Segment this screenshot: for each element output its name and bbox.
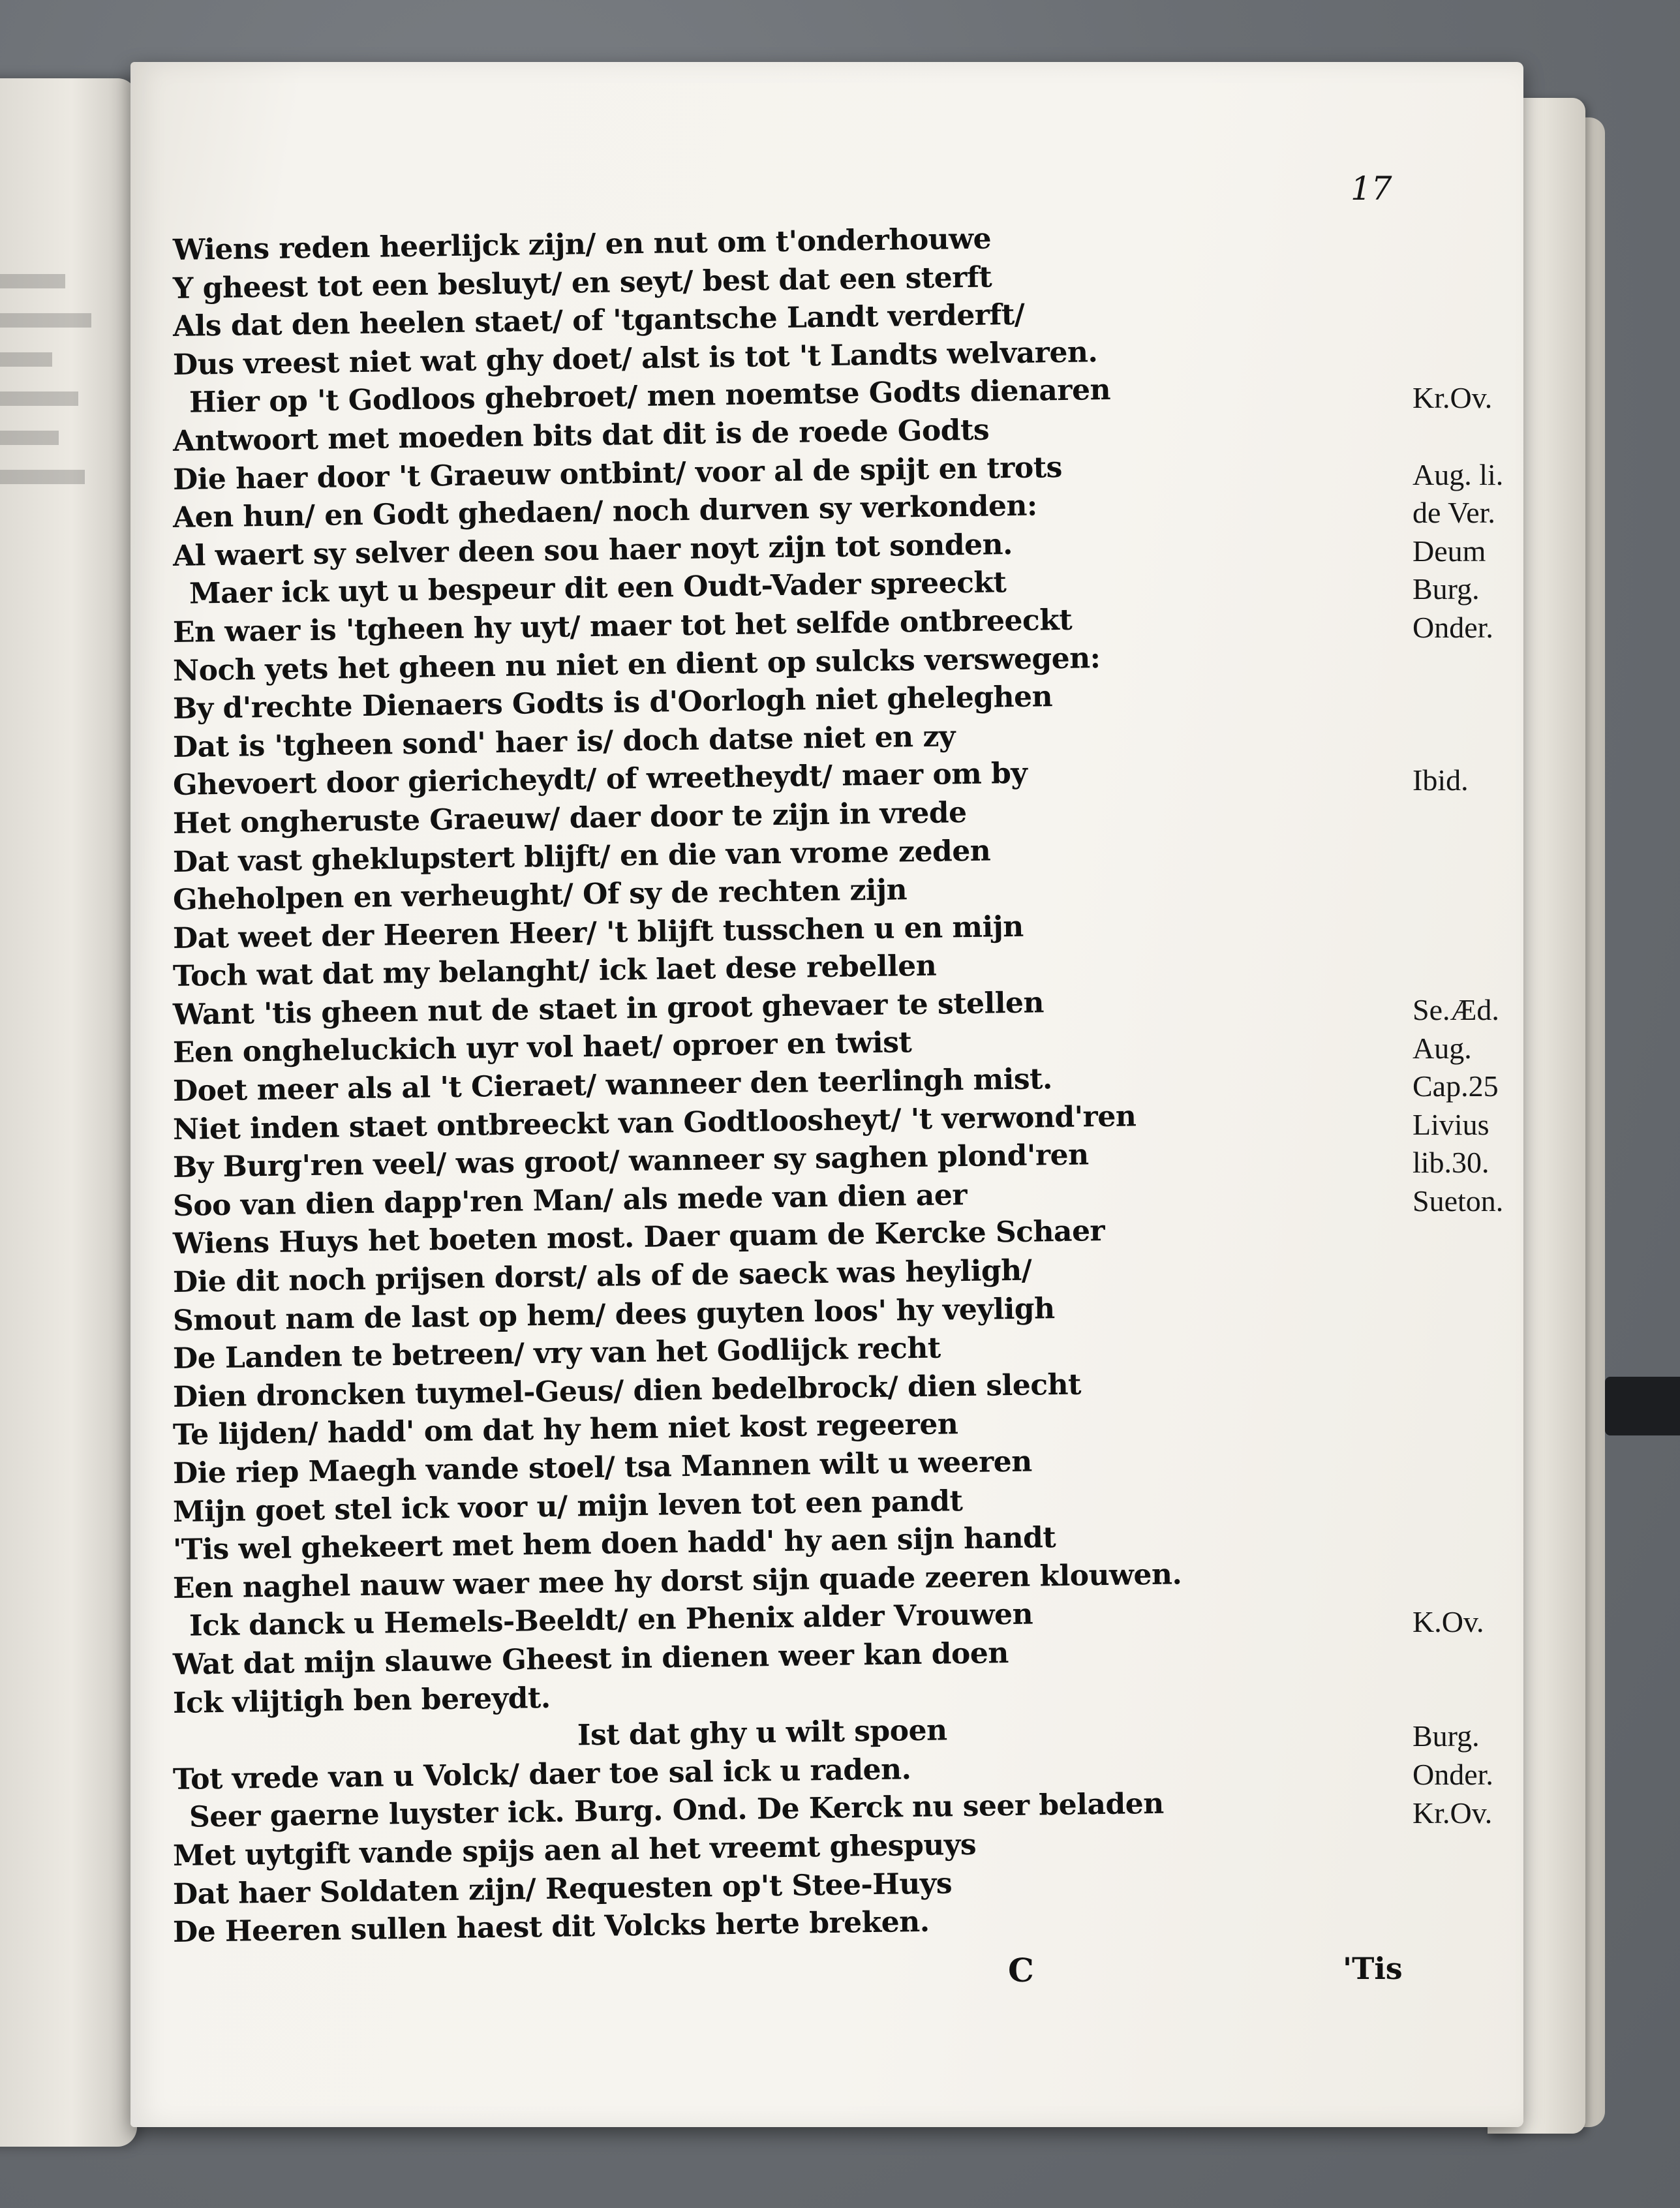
show-through-text <box>0 470 85 484</box>
verse-line: Dat weet der Heeren Heer/ 't blijft tusschen u en mijn <box>172 910 1024 955</box>
verse-line: Die dit noch prijsen dorst/ als of de saeck was heyligh/ <box>172 1253 1032 1300</box>
verse-line: By Burg'ren veel/ was groot/ wanneer sy saghen plond'ren <box>172 1138 1089 1185</box>
verse-line: Smout nam de last op hem/ dees guyten loos' hy veyligh <box>172 1291 1055 1338</box>
margin-note: Se.Æd. <box>1413 993 1499 1026</box>
verse-line: Soo van dien dapp'ren Man/ als mede van dien aer <box>172 1178 968 1223</box>
verse-line: Seer gaerne luyster ick. Burg. Ond. De Kerck nu seer beladen <box>189 1787 1165 1834</box>
verse-line: Een naghel nauw waer mee hy dorst sijn quade zeeren klouwen. <box>172 1557 1182 1605</box>
margin-note: de Ver. <box>1413 496 1495 530</box>
verse-line: Die haer door 't Graeuw ontbint/ voor al de spijt en trots <box>172 450 1063 497</box>
margin-note: K.Ov. <box>1413 1604 1484 1638</box>
verse-line: 'Tis wel ghekeert met hem doen hadd' hy aen sijn handt <box>172 1521 1056 1567</box>
verse-line: Ick danck u Hemels-Beeldt/ en Phenix alder Vrouwen <box>189 1597 1033 1644</box>
verse-line: Al waert sy selver deen sou haer noyt zijn tot sonden. <box>172 527 1013 573</box>
verse-line: Antwoort met moeden bits dat dit is de roede Godts <box>172 413 990 458</box>
verse-line: Als dat den heelen staet/ of 'tgantsche Landt verderft/ <box>172 298 1025 344</box>
verse-line: Maer ick uyt u bespeur dit een Oudt-Vader spreeckt <box>189 566 1007 611</box>
verse-line: Het ongheruste Graeuw/ daer door te zijn in vrede <box>172 795 967 840</box>
verse-line: Ick vlijtigh ben bereydt. <box>172 1681 551 1720</box>
verse-line: Niet inden staet ontbreeckt van Godtloosheyt/ 't verwond'ren <box>172 1099 1137 1146</box>
show-through-text <box>0 391 78 406</box>
margin-note: Aug. <box>1413 1031 1472 1065</box>
binding-strip <box>1605 1377 1680 1435</box>
show-through-text <box>0 352 52 367</box>
verse-line: Ist dat ghy u wilt spoen <box>577 1713 947 1753</box>
verse-line: Doet meer als al 't Cieraet/ wanneer den teerlingh mist. <box>172 1062 1053 1109</box>
verse-line: En waer is 'tgheen hy uyt/ maer tot het selfde ontbreeckt <box>172 603 1073 649</box>
verse-text <box>172 222 1308 1952</box>
margin-note: Ibid. <box>1413 763 1469 797</box>
verse-line: Wat dat mijn slauwe Gheest in dienen weer kan doen <box>172 1636 1009 1681</box>
verse-line: Toch wat dat my belanght/ ick laet dese rebellen <box>172 949 937 994</box>
page-foot <box>0 1951 1680 1990</box>
verse-line: By d'rechte Dienaers Godts is d'Oorlogh niet gheleghen <box>172 680 1053 726</box>
signature-mark: C <box>1008 1951 1034 1989</box>
verse-line: Gheholpen en verheught/ Of sy de rechten zijn <box>172 873 908 917</box>
margin-note: Kr.Ov. <box>1413 1796 1493 1830</box>
verse-line: De Heeren sullen haest dit Volcks herte breken. <box>172 1905 930 1950</box>
verse-line: Te lijden/ hadd' om dat hy hem niet kost regeeren <box>172 1407 958 1452</box>
margin-note: Cap.25 <box>1413 1069 1499 1103</box>
margin-note: Onder. <box>1413 1758 1493 1791</box>
verse-line: Dat is 'tgheen sond' haer is/ doch datse niet en zy <box>172 719 956 764</box>
verse-line: Dien droncken tuymel-Geus/ dien bedelbrock/ dien slecht <box>172 1368 1082 1414</box>
margin-note: Livius <box>1413 1107 1489 1141</box>
margin-note: Burg. <box>1413 1719 1480 1753</box>
show-through-text <box>0 313 91 328</box>
verse-line: Tot vrede van u Volck/ daer toe sal ick u raden. <box>172 1752 911 1796</box>
verse-line: Y gheest tot een besluyt/ en seyt/ best dat een sterft <box>172 260 992 305</box>
verse-line: Een ongheluckich uyr vol haet/ oproer en twist <box>172 1026 912 1070</box>
margin-note: Kr.Ov. <box>1413 381 1493 415</box>
verse-line: Want 'tis gheen nut de staet in groot ghevaer te stellen <box>172 986 1045 1032</box>
margin-note: Burg. <box>1413 572 1480 606</box>
verse-line: Aen hun/ en Godt ghedaen/ noch durven sy verkonden: <box>172 489 1038 535</box>
verse-line: Dat vast gheklupstert blijft/ en die van vrome zeden <box>172 834 991 879</box>
verse-line: Dus vreest niet wat ghy doet/ alst is tot 't Landts welvaren. <box>172 335 1098 382</box>
left-page-edge <box>0 78 137 2147</box>
verse-line: De Landen te betreen/ vry van het Godlijck recht <box>172 1331 941 1376</box>
verse-line: Noch yets het gheen nu niet en dient op sulcks verswegen: <box>172 641 1101 688</box>
show-through-text <box>0 431 59 445</box>
margin-note: Aug. li. <box>1413 457 1504 491</box>
margin-note: Onder. <box>1413 611 1493 644</box>
margin-note: Sueton. <box>1413 1184 1504 1218</box>
verse-line: Ghevoert door giericheydt/ of wreetheydt/ maer om by <box>172 757 1028 803</box>
verse-line: Met uytgift vande spijs aen al het vreemt ghespuys <box>172 1828 977 1873</box>
verse-line: Mijn goet stel ick voor u/ mijn leven tot een pandt <box>172 1484 963 1529</box>
verse-line: Die riep Maegh vande stoel/ tsa Mannen wilt u weeren <box>172 1445 1033 1490</box>
margin-note: lib.30. <box>1413 1146 1489 1180</box>
page-number: 17 <box>1351 170 1392 207</box>
verse-line: Hier op 't Godloos ghebroet/ men noemtse Godts dienaren <box>189 373 1111 420</box>
catchword: 'Tis <box>1343 1951 1403 1986</box>
verse-line: Wiens reden heerlijck zijn/ en nut om t'onderhouwe <box>172 222 992 267</box>
verse-line: Dat haer Soldaten zijn/ Requesten op't Stee-Huys <box>172 1866 953 1911</box>
margin-note: Deum <box>1413 534 1486 568</box>
show-through-text <box>0 274 65 288</box>
verse-line: Wiens Huys het boeten most. Daer quam de Kercke Schaer <box>172 1214 1105 1261</box>
